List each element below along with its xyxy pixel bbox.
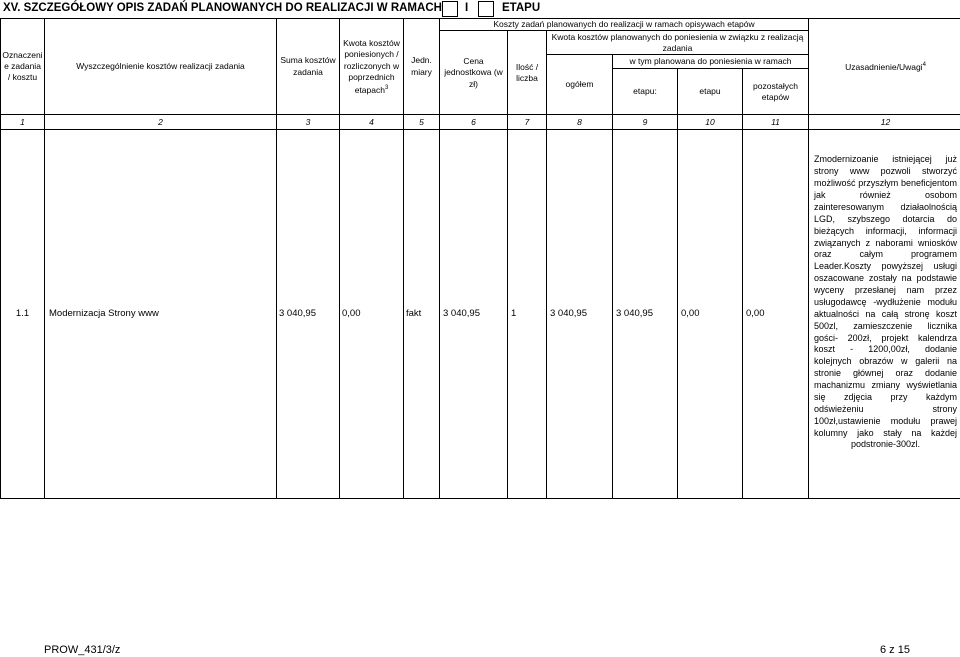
header-kwota-poprzednich	[340, 19, 404, 115]
column-number: 11	[743, 115, 809, 130]
cell-suma: 3 040,95	[277, 130, 340, 499]
header-kwota-poprzednich-label: Kwota kosztów poniesionych / rozliczonych w poprzednich etapach	[343, 37, 400, 95]
table-row	[1, 130, 960, 499]
stage-checkbox-2[interactable]	[478, 1, 494, 17]
header-uzasadnienie	[809, 19, 960, 115]
header-ilosc: Ilość / liczba	[508, 31, 547, 115]
stage-checkbox-1[interactable]	[442, 1, 458, 17]
column-number: 3	[277, 115, 340, 130]
header-w-tym: w tym planowana do poniesienia w ramach	[613, 55, 809, 69]
cell-uwagi: Zmodernizoanie istniejącej już strony www pozwoli stworzyć możliwość przyszłym beneficjentom jak również osobom zainteresowanym działaolnością LGD, szybszego dotarcia do bieżących informacji, informacji związanych z naborami wniosków oraz całym programem Leader.Koszty powyższej usługi oszacowane zostały na podstawie wyceny przesłanej nam przez usługodawcę -wydłużenie modułu aktualności na całą stronę koszt 500zl, zamieszczenie licznika gości- 200zł, projekt kalendrza koszt - 1200,00zł, dodanie kolejnych obrazów w galerii na stronie głównej oraz dodanie machanizmu zmiany wyświetlania się zdjęcia przy każdym odświeżeniu strony 100zł,ustawienie modułu prawej kolumny jako stały na każdej podstronie-300zl.	[809, 130, 960, 499]
column-number: 7	[508, 115, 547, 130]
column-number: 5	[404, 115, 440, 130]
header-pozostalych: pozostałych etapów	[743, 69, 809, 115]
header-etapu-1: etapu:	[613, 69, 678, 115]
cell-etapu-1: 3 040,95	[613, 130, 678, 499]
column-number: 8	[547, 115, 613, 130]
header-wyszczegolnienie: Wyszczególnienie kosztów realizacji zadania	[45, 19, 277, 115]
page-title: XV. SZCZEGÓŁOWY OPIS ZADAŃ PLANOWANYCH DO REALIZACJI W RAMACH	[3, 2, 442, 14]
cell-pozostalych: 0,00	[743, 130, 809, 499]
header-cena: Cena jednostkowa (w zł)	[440, 31, 508, 115]
header-koszty-group: Koszty zadań planowanych do realizacji w ramach opisywach etapów	[440, 19, 809, 31]
stage-label: ETAPU	[502, 2, 541, 14]
stage-number: I	[465, 2, 469, 14]
cell-ilosc: 1	[508, 130, 547, 499]
footnote-3: 3	[384, 84, 389, 91]
column-number: 12	[809, 115, 960, 130]
footnote-4: 4	[922, 61, 926, 68]
column-number: 6	[440, 115, 508, 130]
header-uzasadnienie-label: Uzasadnienie/Uwagi	[845, 61, 923, 72]
column-number: 1	[1, 115, 45, 130]
column-number: 2	[45, 115, 277, 130]
cell-kwota-poprzednich: 0,00	[340, 130, 404, 499]
cell-nazwa: Modernizacja Strony www	[45, 130, 277, 499]
footer-page-number: 6 z 15	[880, 644, 910, 656]
cell-ogolem: 3 040,95	[547, 130, 613, 499]
footer-form-code: PROW_431/3/z	[44, 644, 121, 656]
cell-oznaczenie: 1.1	[1, 130, 45, 499]
header-kwota-planowanych: Kwota kosztów planowanych do poniesienia w związku z realizacją zadania	[547, 31, 809, 55]
header-oznaczenie: Oznaczeni e zadania / kosztu	[1, 19, 45, 115]
cell-cena: 3 040,95	[440, 130, 508, 499]
header-jedn: Jedn. miary	[404, 19, 440, 115]
cell-etapu-2: 0,00	[678, 130, 743, 499]
column-number: 9	[613, 115, 678, 130]
column-number: 4	[340, 115, 404, 130]
cell-jedn: fakt	[404, 130, 440, 499]
header-ogolem: ogółem	[547, 55, 613, 115]
header-suma: Suma kosztów zadania	[277, 19, 340, 115]
cost-table	[0, 18, 960, 499]
column-number: 10	[678, 115, 743, 130]
header-etapu-2: etapu	[678, 69, 743, 115]
